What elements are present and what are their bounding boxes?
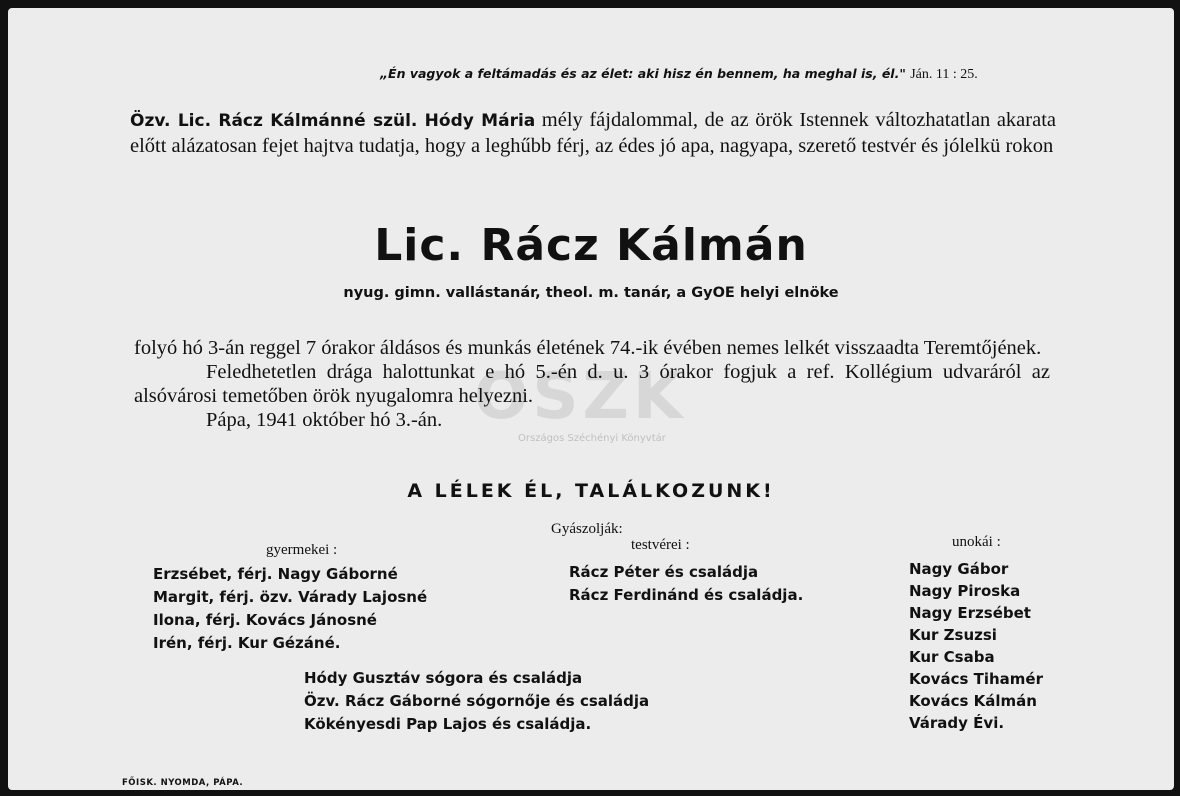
list-item: Nagy Erzsébet — [909, 604, 1031, 622]
list-item: Hódy Gusztáv sógora és családja — [304, 669, 583, 687]
watermark-subtitle: Országos Széchényi Könyvtár — [518, 433, 666, 444]
list-item: Kur Zsuzsi — [909, 626, 997, 644]
widow-name: Özv. Lic. Rácz Kálmánné szül. Hódy Mária — [130, 111, 536, 131]
list-item: Kovács Tihamér — [909, 670, 1043, 688]
list-item: Várady Évi. — [909, 714, 1005, 732]
list-item: Ilona, férj. Kovács Jánosné — [153, 611, 377, 629]
deceased-title: nyug. gimn. vallástanár, theol. m. tanár, a GyOE helyi elnöke — [343, 285, 839, 301]
bible-quote-reference: Ján. 11 : 25. — [910, 67, 978, 82]
grandchildren-list — [909, 558, 1043, 734]
mourners-header: Gyászolják: — [551, 521, 623, 537]
grandchildren-header: unokái : — [952, 534, 1001, 550]
death-paragraph: folyó hó 3-án reggel 7 órakor áldásos és munkás életének 74.-ik évében nemes lelkét visszaadta Teremtőjének. — [134, 337, 1042, 359]
list-item: Nagy Piroska — [909, 582, 1021, 600]
list-item: Nagy Gábor — [909, 560, 1009, 578]
list-item: Özv. Rácz Gáborné sógornője és családja — [304, 692, 650, 710]
siblings-header: testvérei : — [631, 537, 690, 553]
watermark-logo: OSZK — [474, 360, 687, 434]
list-item: Margit, férj. özv. Várady Lajosné — [153, 588, 428, 606]
children-header: gyermekei : — [266, 542, 338, 558]
list-item: Irén, férj. Kur Gézáné. — [153, 634, 341, 652]
deceased-name: Lic. Rácz Kálmán — [374, 220, 808, 271]
intro-paragraph — [130, 108, 1056, 159]
list-item: Rácz Ferdinánd és családja. — [569, 586, 804, 604]
list-item: Kur Csaba — [909, 648, 995, 666]
list-item: Rácz Péter és családja — [569, 563, 759, 581]
in-laws-list — [304, 667, 649, 736]
intro-text: mély fájdalommal, de az örök Istennek változhatatlan akarata előtt alázatosan fejet hajtva tudatja, hogy a leghűbb férj, az édes jó apa, nagyapa, szerető testvér és jólelkü rokon — [130, 109, 1056, 157]
funeral-paragraph: Feledhetetlen drága halottunkat e hó 5.-én d. u. 3 órakor fogjuk a ref. Kollégium udvaráról az alsóvárosi temetőben örök nyugalomra helyezni. — [134, 361, 1050, 407]
printer-imprint: FŐISK. NYOMDA, PÁPA. — [122, 778, 244, 788]
closing-line: A LÉLEK ÉL, TALÁLKOZUNK! — [407, 480, 775, 502]
bible-quote — [380, 66, 978, 83]
list-item: Erzsébet, férj. Nagy Gáborné — [153, 565, 398, 583]
announcement-body — [134, 336, 1050, 432]
list-item: Kovács Kálmán — [909, 692, 1037, 710]
siblings-list — [569, 561, 803, 607]
place-date: Pápa, 1941 október hó 3.-án. — [206, 409, 443, 431]
obituary-notice — [4, 4, 1178, 794]
list-item: Kökényesdi Pap Lajos és családja. — [304, 715, 592, 733]
bible-quote-text: „Én vagyok a feltámadás és az élet: aki hisz én bennem, ha meghal is, él." — [380, 66, 906, 81]
children-list — [153, 563, 427, 655]
